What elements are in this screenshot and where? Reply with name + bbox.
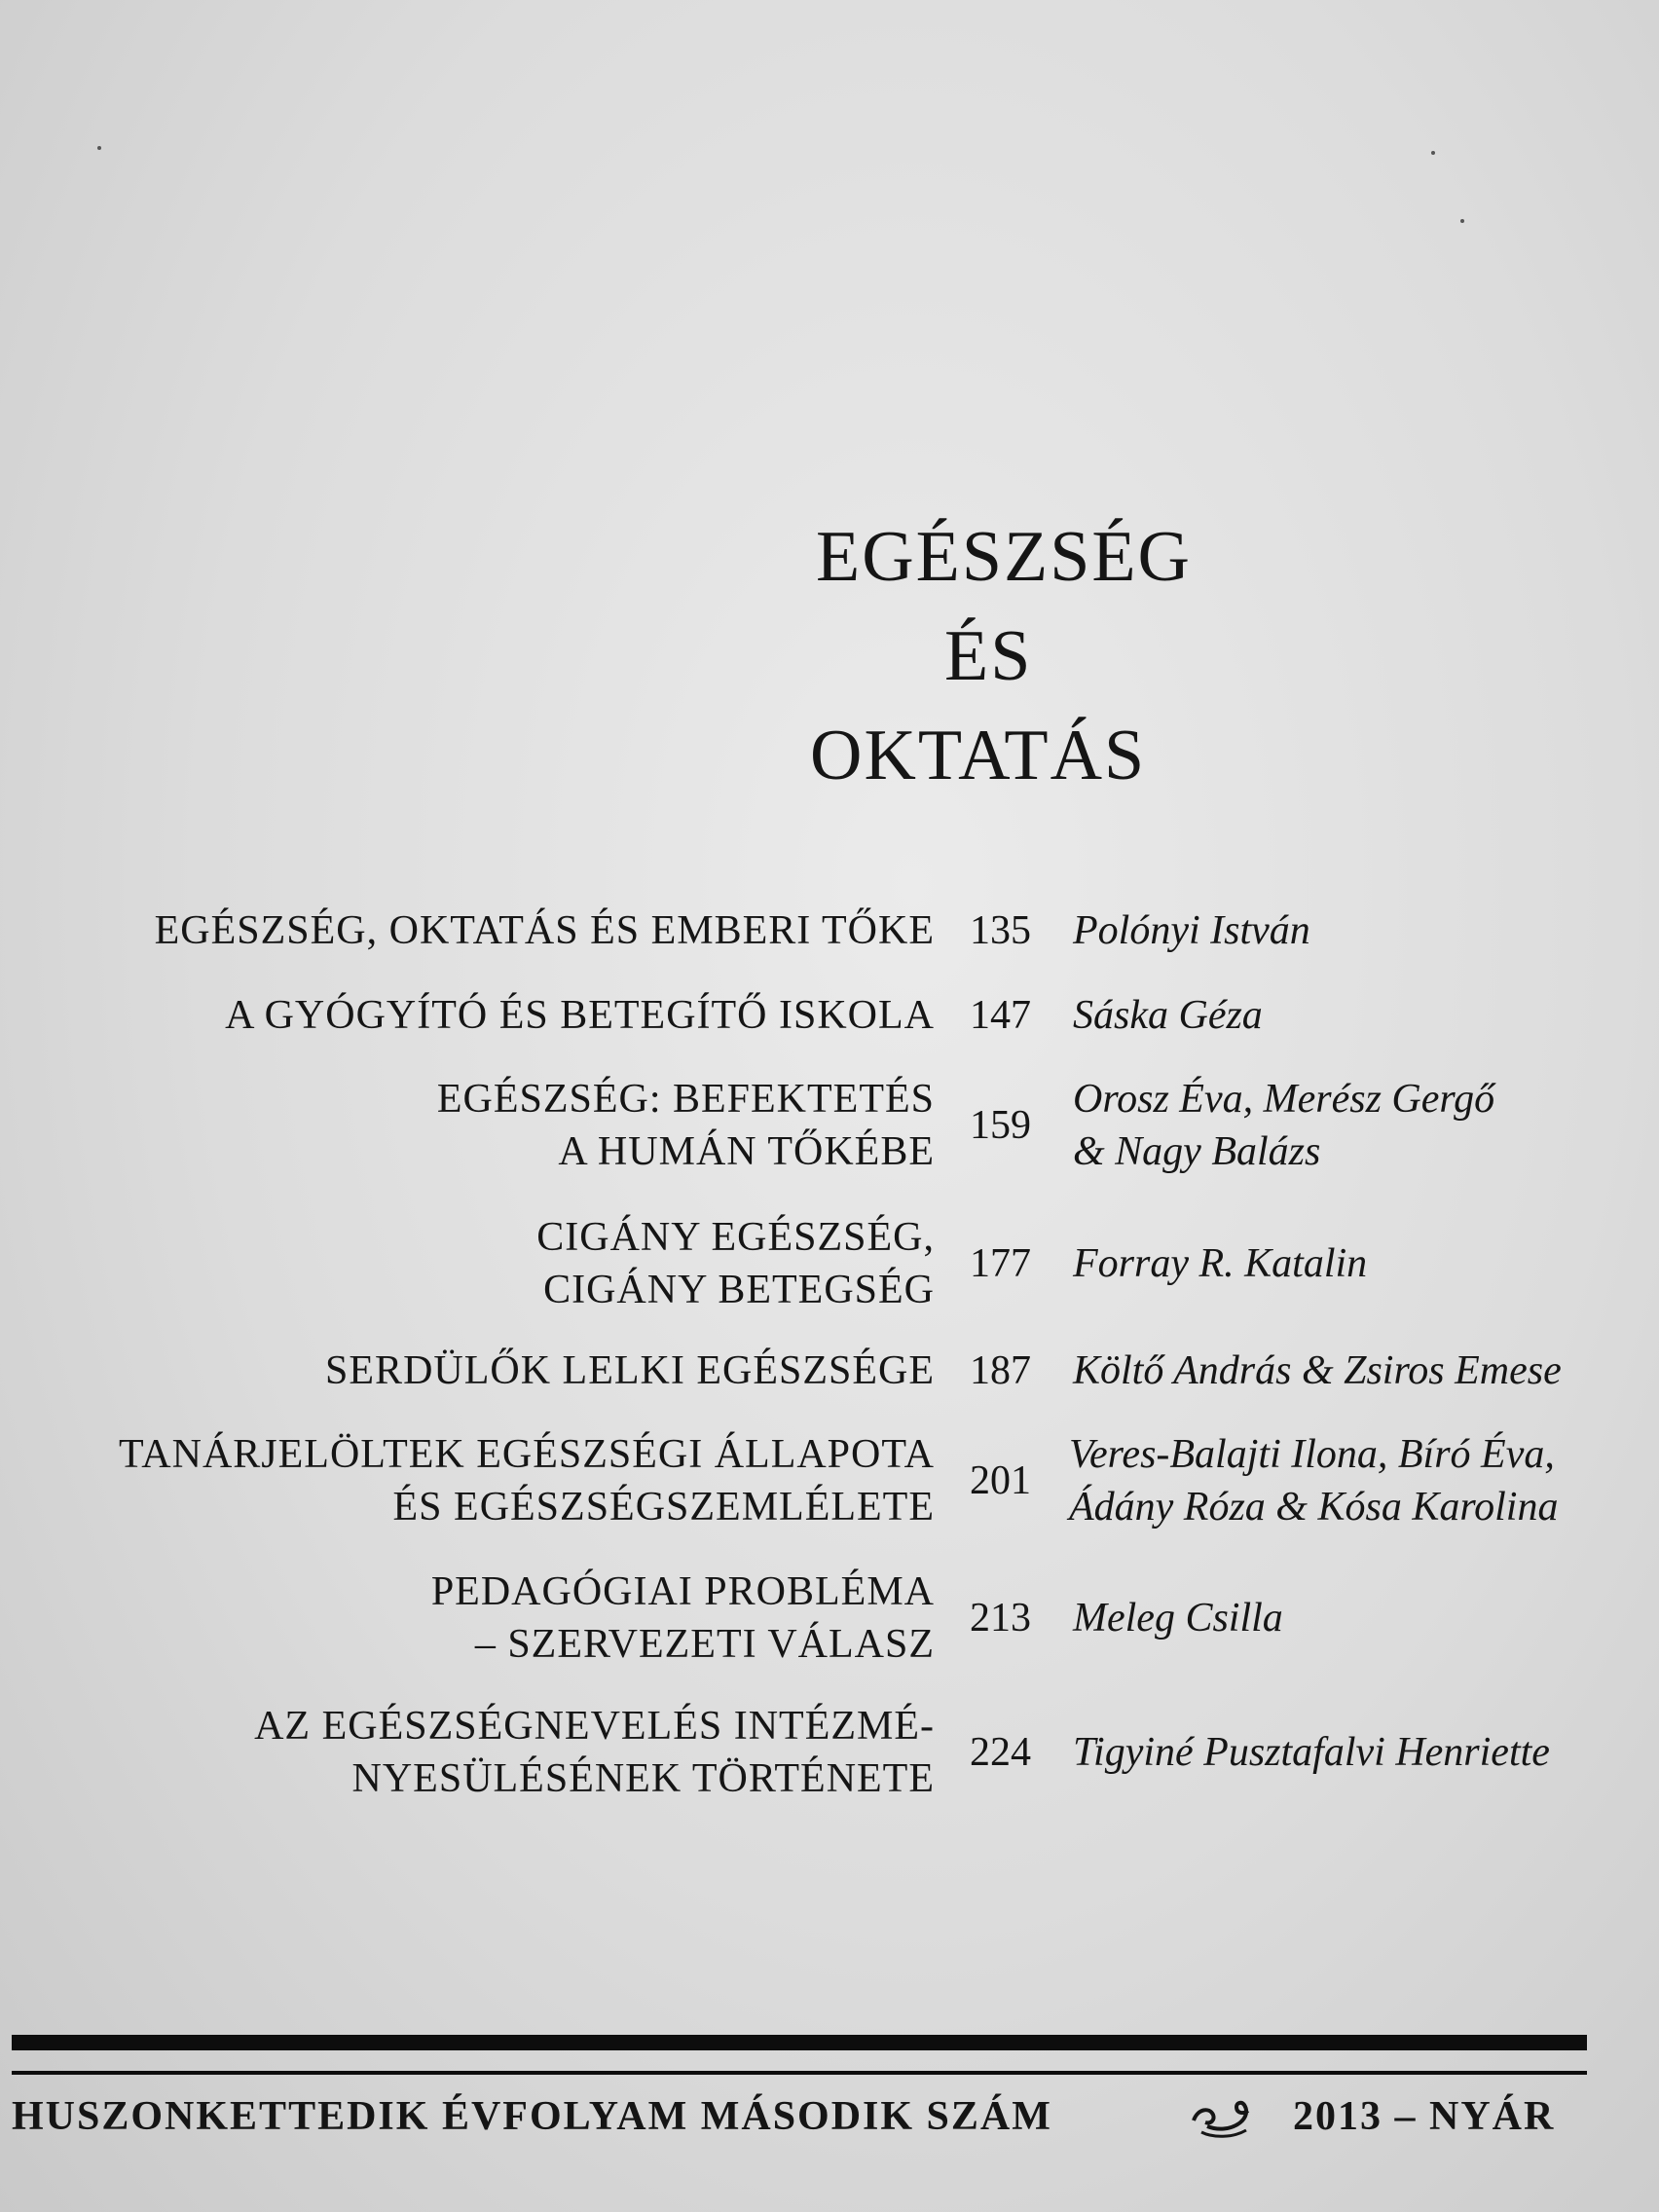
toc-entry-title-line: – SZERVEZETI VÁLASZ [474,1622,935,1667]
toc-entry-page: 213 [970,1596,1031,1641]
toc-entry-author-line: Sáska Géza [1073,993,1263,1038]
toc-entry-author [1073,1726,1550,1779]
toc-entry-title [254,1700,935,1805]
toc-entry-title-line: AZ EGÉSZSÉGNEVELÉS INTÉZMÉ- [254,1704,935,1749]
toc-entry-author-line: Meleg Csilla [1073,1596,1283,1641]
toc-entry-author-line: & Nagy Balázs [1073,1129,1321,1174]
toc-entry-author [1073,1237,1367,1290]
footer-volume: HUSZONKETTEDIK ÉVFOLYAM MÁSODIK SZÁM [12,2094,1052,2139]
toc-entry-title [119,1428,935,1533]
toc-entry-page: 147 [970,993,1031,1038]
section-title-line-1: EGÉSZSÉG [816,517,1192,597]
paper-speck [97,146,101,150]
toc-entry-title-line: EGÉSZSÉG, OKTATÁS ÉS EMBERI TŐKE [154,908,935,953]
toc-entry-page: 177 [970,1241,1031,1286]
toc-entry-title-line: A GYÓGYÍTÓ ÉS BETEGÍTŐ ISKOLA [225,993,935,1038]
toc-entry-title-line: EGÉSZSÉG: BEFEKTETÉS [436,1077,935,1122]
swan-ornament-icon [1188,2087,1256,2142]
paper-speck [1460,219,1464,223]
toc-entry-page: 159 [970,1103,1031,1148]
toc-entry-title-line: CIGÁNY BETEGSÉG [543,1268,935,1312]
footer-date: 2013 – NYÁR [1293,2094,1556,2139]
toc-entry-author [1073,1073,1494,1178]
paper-speck [1431,151,1435,155]
toc-entry-author-line: Veres-Balajti Ilona, Bíró Éva, [1069,1432,1555,1477]
toc-entry-title [431,1566,935,1671]
toc-entry-author [1073,1345,1562,1397]
toc-entry-page: 187 [970,1348,1031,1393]
toc-entry-page: 135 [970,908,1031,953]
toc-entry-author-line: Költő András & Zsiros Emese [1073,1348,1562,1393]
toc-entry-author [1073,989,1263,1042]
toc-entry-title [437,1073,935,1178]
section-title-line-3: OKTATÁS [810,716,1147,795]
toc-entry-author [1073,904,1310,957]
toc-entry-author-line: Forray R. Katalin [1073,1241,1368,1286]
toc-entry-title-line: TANÁRJELÖLTEK EGÉSZSÉGI ÁLLAPOTA [119,1432,935,1477]
toc-entry-title [155,904,935,957]
toc-entry-author-line: Polónyi István [1073,908,1310,953]
toc-entry-title-line: NYESÜLÉSÉNEK TÖRTÉNETE [351,1756,935,1801]
footer-rule-thin [12,2071,1587,2075]
toc-entry-author-line: Ádány Róza & Kósa Karolina [1069,1485,1559,1530]
toc-entry-title [536,1211,935,1316]
toc-entry-title [225,989,935,1042]
toc-entry-author [1073,1592,1283,1644]
toc-entry-author-line: Orosz Éva, Merész Gergő [1073,1077,1495,1122]
toc-entry-title [325,1345,935,1397]
toc-entry-page: 224 [970,1730,1031,1775]
toc-entry-author-line: Tigyiné Pusztafalvi Henriette [1073,1730,1550,1775]
toc-entry-page: 201 [970,1458,1031,1503]
toc-entry-author [1069,1428,1558,1533]
section-title-line-2: ÉS [944,616,1033,696]
footer-rule-thick [12,2035,1587,2050]
toc-entry-title-line: SERDÜLŐK LELKI EGÉSZSÉGE [325,1348,935,1393]
toc-entry-title-line: PEDAGÓGIAI PROBLÉMA [430,1569,935,1614]
toc-entry-title-line: A HUMÁN TŐKÉBE [558,1129,935,1174]
toc-entry-title-line: ÉS EGÉSZSÉGSZEMLÉLETE [392,1485,935,1530]
toc-entry-title-line: CIGÁNY EGÉSZSÉG, [536,1215,935,1260]
